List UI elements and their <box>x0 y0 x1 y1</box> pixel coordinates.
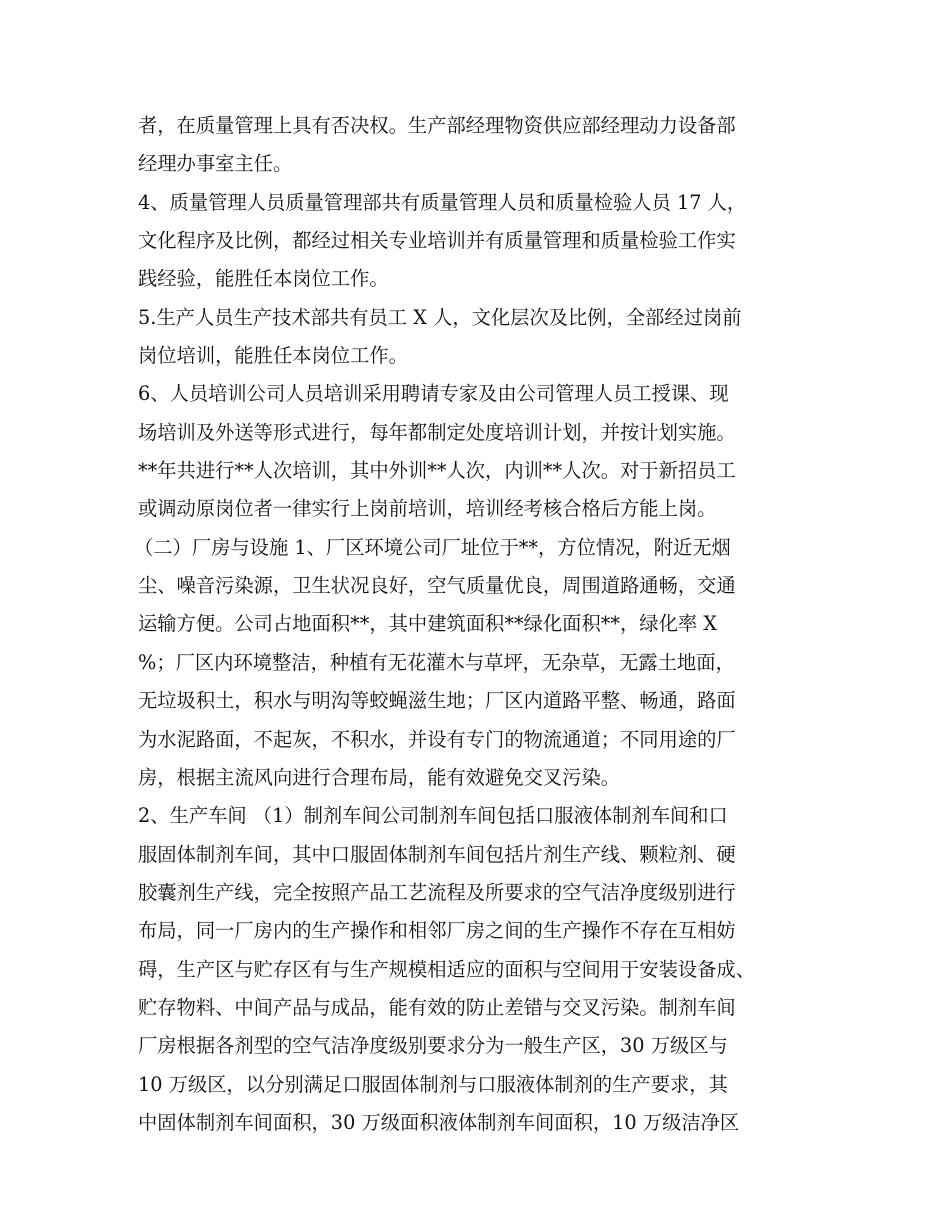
text-line: %；厂区内环境整洁，种植有无花灌木与草坪，无杂草，无露土地面， <box>138 650 735 674</box>
text-line: 尘、噪音污染源，卫生状况良好，空气质量优良，周围道路通畅，交通 <box>138 574 736 598</box>
text-line: 无垃圾积土，积水与明沟等蛟蝇滋生地；厂区内道路平整、畅通，路面 <box>138 689 736 713</box>
text-line: 胶囊剂生产线，完全按照产品工艺流程及所要求的空气洁净度级别进行 <box>138 880 736 904</box>
text-line: 场培训及外送等形式进行，每年都制定处度培训计划，并按计划实施。 <box>138 420 736 444</box>
document-body <box>134 107 824 1142</box>
text-line: 布局，同一厂房内的生产操作和相邻厂房之间的生产操作不存在互相妨 <box>138 919 736 943</box>
text-line: 经理办事室主任。 <box>138 152 293 176</box>
text-line: 贮存物料、中间产品与成品，能有效的防止差错与交叉污染。制剂车间 <box>138 995 736 1019</box>
text-line: 中固体制剂车间面积，30 万级面积液体制剂车间面积，10 万级洁净区 <box>138 1110 740 1134</box>
text-line: 文化程序及比例，都经过相关专业培训并有质量管理和质量检验工作实 <box>138 229 736 253</box>
text-line: 运输方便。公司占地面积**，其中建筑面积**绿化面积**，绿化率 X <box>138 612 718 636</box>
text-line: 房，根据主流风向进行合理布局，能有效避免交叉污染。 <box>138 765 621 789</box>
text-line: 2、生产车间 （1）制剂车间公司制剂车间包括口服液体制剂车间和口 <box>138 804 728 828</box>
text-line: 践经验，能胜任本岗位工作。 <box>138 267 389 291</box>
text-line: 10 万级区，以分别满足口服固体制剂与口服液体制剂的生产要求，其 <box>138 1072 728 1096</box>
text-line: 4、质量管理人员质量管理部共有质量管理人员和质量检验人员 17 人， <box>138 190 747 214</box>
section-heading-line: （二）厂房与设施 1、厂区环境公司厂址位于**，方位情况，附近无烟 <box>134 535 731 559</box>
text-line: 6、人员培训公司人员培训采用聘请专家及由公司管理人员工授课、现 <box>138 382 729 406</box>
text-line: 5.生产人员生产技术部共有员工 X 人，文化层次及比例，全部经过岗前 <box>138 305 742 329</box>
text-line: 碍，生产区与贮存区有与生产规模相适应的面积与空间用于安装设备成、 <box>138 957 755 981</box>
text-line: 或调动原岗位者一律实行上岗前培训，培训经考核合格后方能上岗。 <box>138 497 717 521</box>
text-line: **年共进行**人次培训，其中外训**人次，内训**人次。对于新招员工 <box>138 459 736 483</box>
text-line: 服固体制剂车间，其中口服固体制剂车间包括片剂生产线、颗粒剂、硬 <box>138 842 736 866</box>
text-line: 岗位培训，能胜任本岗位工作。 <box>138 344 408 368</box>
text-line: 者，在质量管理上具有否决权。生产部经理物资供应部经理动力设备部 <box>138 114 736 137</box>
text-line: 厂房根据各剂型的空气洁净度级别要求分为一般生产区，30 万级区与 <box>138 1034 728 1058</box>
text-line: 为水泥路面，不起灰，不积水，并设有专门的物流通道；不同用途的厂 <box>138 727 736 751</box>
